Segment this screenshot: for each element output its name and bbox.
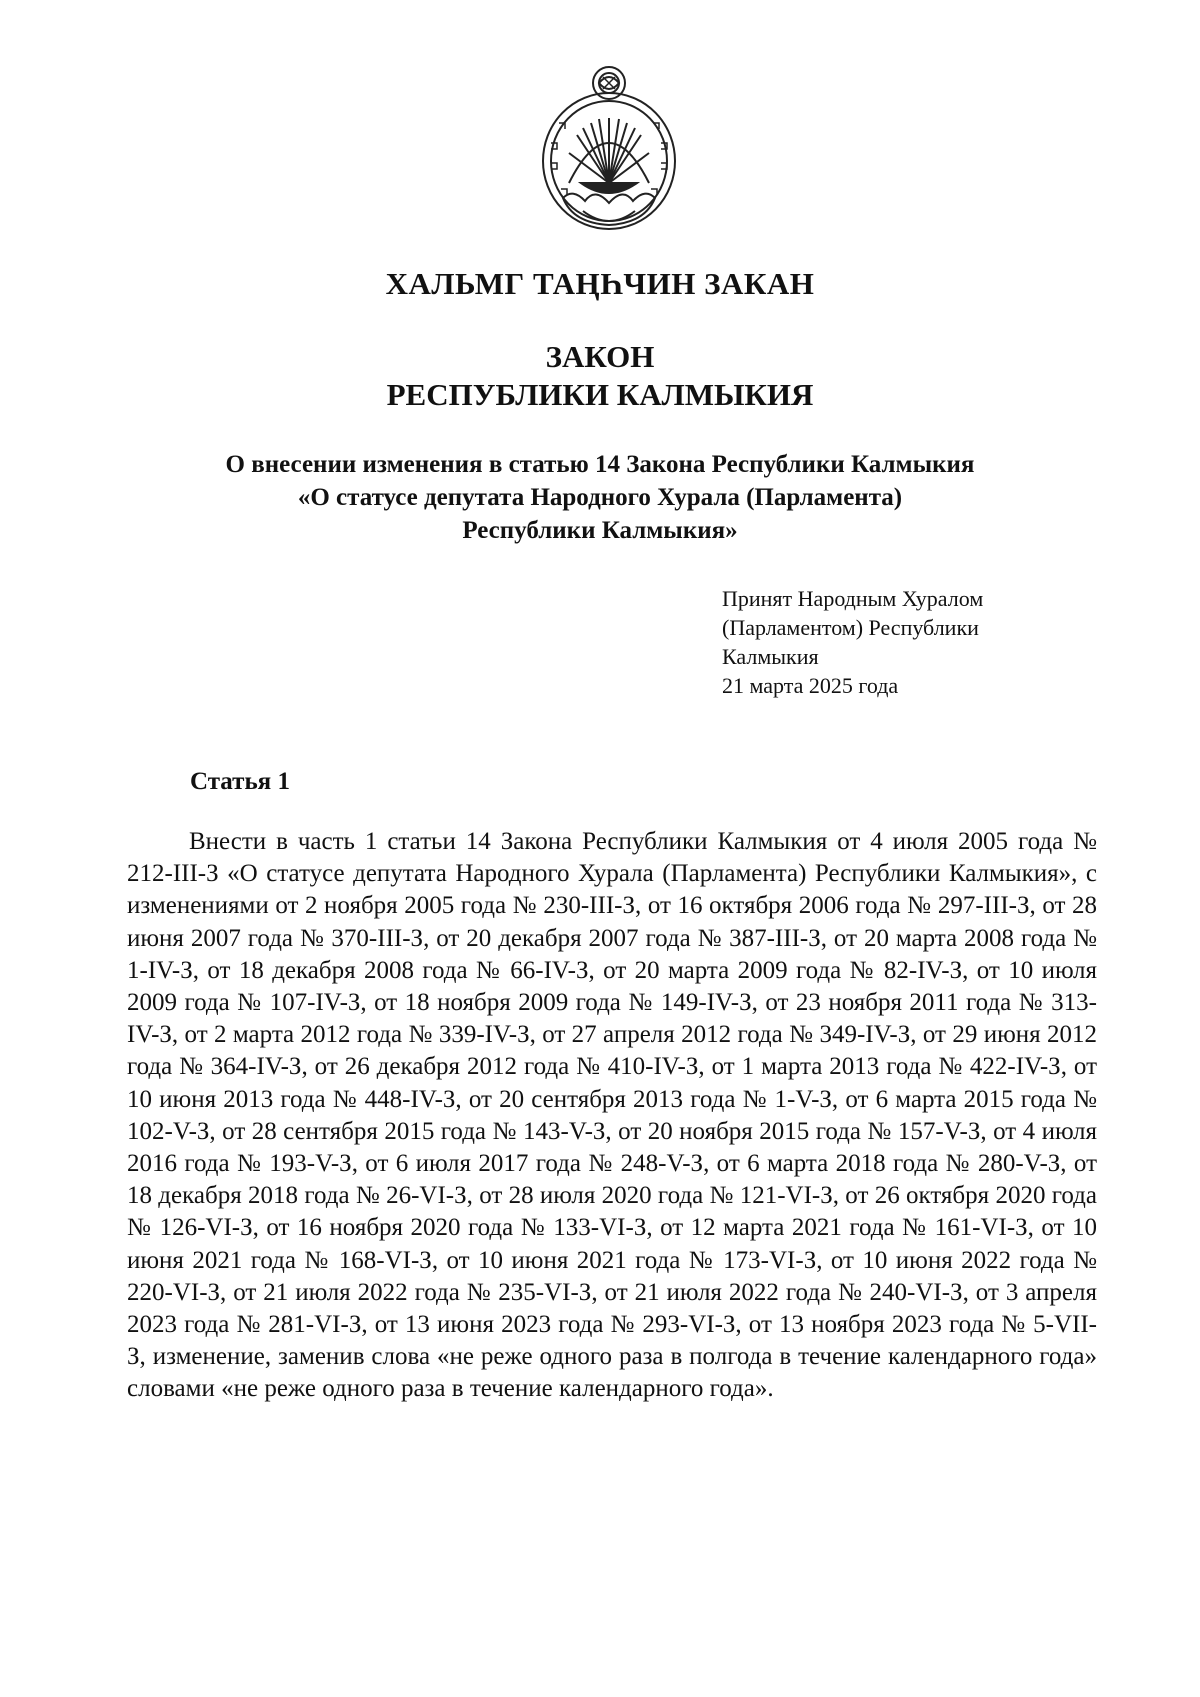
law-title — [0, 338, 1200, 414]
law-title-line: РЕСПУБЛИКИ КАЛМЫКИЯ — [386, 377, 814, 412]
subject-line: «О статусе депутата Народного Хурала (Парламента) — [297, 484, 903, 511]
adoption-line: Калмыкия — [722, 644, 819, 669]
article-body — [127, 826, 1097, 1406]
coat-of-arms-emblem-icon — [533, 63, 685, 235]
adoption-date: 21 марта 2025 года — [722, 673, 899, 698]
adoption-line: Принят Народным Хуралом — [722, 586, 984, 611]
article-text: Внести в часть 1 статьи 14 Закона Республики Калмыкия от 4 июля 2005 года № 212-III-З «О статусе депутата Народного Хурала (Парламента) Республики Калмыкия», с изменениями от 2 ноября 2005 года № 230-III-З, от 16 октября 2006 года № 297-III-З, от 28 июня 2007 года № 370-III-З, от 20 декабря 2007 года № 387-III-З, от 20 марта 2008 года № 1-IV-З, от 18 декабря 2008 года № 66-IV-З, от 20 марта 2009 года № 82-IV-З, от 10 июля 2009 года № 107-IV-З, от 18 ноября 2009 года № 149-IV-З, от 23 ноября 2011 года № 313-IV-З, от 2 марта 2012 года № 339-IV-З, от 27 апреля 2012 года № 349-IV-З, от 29 июня 2012 года № 364-IV-З, от 26 декабря 2012 года № 410-IV-З, от 1 марта 2013 года № 422-IV-З, от 10 июня 2013 года № 448-IV-З, от 20 сентября 2013 года № 1-V-З, от 6 марта 2015 года № 102-V-З, от 28 сентября 2015 года № 143-V-З, от 20 ноября 2015 года № 157-V-З, от 4 июля 2016 года № 193-V-З, от 6 июля 2017 года № 248-V-З, от 6 марта 2018 года № 280-V-З, от 18 декабря 2018 года № 26-VI-З, от 28 июля 2020 года № 121-VI-З, от 26 октября 2020 года № 126-VI-З, от 16 ноября 2020 года № 133-VI-З, от 12 марта 2021 года № 161-VI-З, от 10 июня 2021 года № 168-VI-З, от 10 июня 2021 года № 173-VI-З, от 10 июня 2022 года № 220-VI-З, от 21 июля 2022 года № 235-VI-З, от 21 июля 2022 года № 240-VI-З, от 3 апреля 2023 года № 281-VI-З, от 13 июня 2023 года № 293-VI-З, от 13 ноября 2023 года № 5-VII-З, изменение, заменив слова «не реже одного раза в полгода в течение календарного года» словами «не реже одного раза в течение календарного года». — [127, 828, 1097, 1403]
adoption-note — [722, 584, 983, 700]
law-title-line: ЗАКОН — [545, 339, 655, 374]
law-subject — [0, 448, 1200, 547]
subject-line: Республики Калмыкия» — [462, 517, 738, 544]
adoption-line: (Парламентом) Республики — [722, 615, 979, 640]
subject-line: О внесении изменения в статью 14 Закона Республики Калмыкия — [225, 451, 975, 478]
kalmyk-title: ХАЛЬМГ ТАҢҺЧИН ЗАКАН — [385, 266, 815, 301]
article-heading: Статья 1 — [190, 768, 290, 795]
